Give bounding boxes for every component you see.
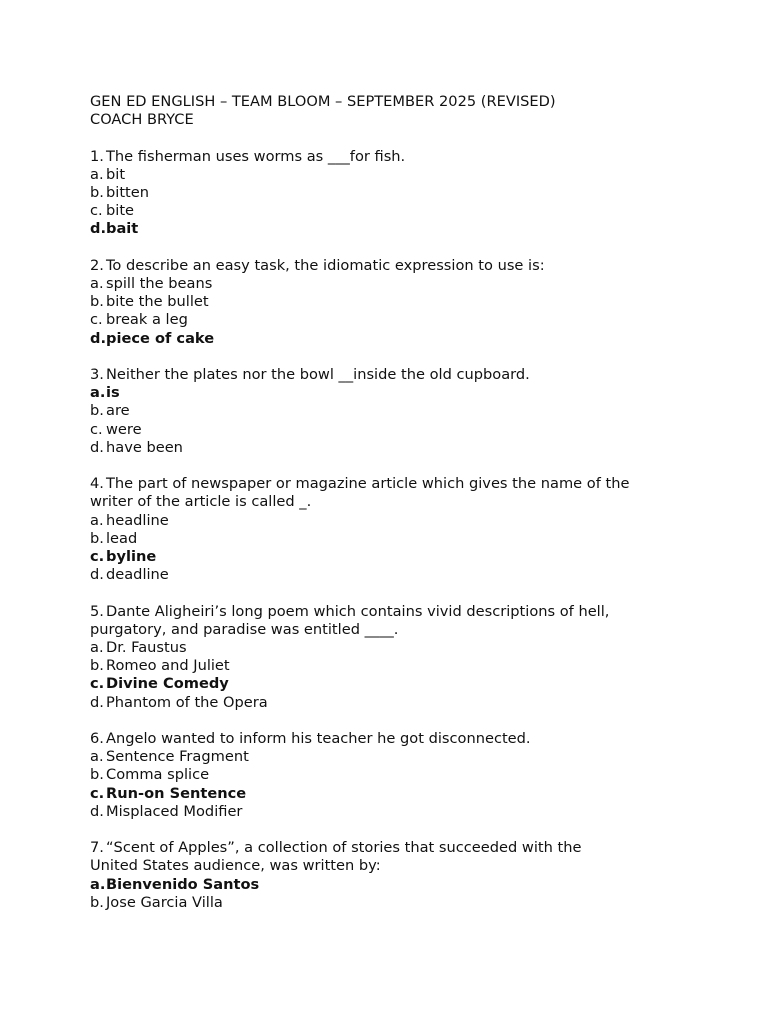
option-text: bitten	[106, 184, 149, 201]
option-b	[90, 894, 690, 912]
option-letter: b.	[90, 893, 104, 911]
question-2	[90, 257, 690, 348]
question-text: To describe an easy task, the idiomatic expression to use is:	[106, 256, 545, 274]
question-text: Dante Aligheiri’s long poem which contains vivid descriptions of hell,	[106, 602, 610, 620]
option-text: headline	[106, 511, 169, 529]
question-text-continued: United States audience, was written by:	[90, 857, 381, 875]
option-d-correct-answer	[90, 330, 690, 348]
question-3	[90, 366, 690, 457]
question-text: Angelo wanted to inform his teacher he got disconnected.	[106, 730, 531, 748]
option-a	[90, 748, 690, 766]
question-stem	[90, 366, 690, 384]
option-text: bite	[106, 202, 135, 220]
option-letter: a.	[90, 748, 104, 766]
coach-name: COACH BRYCE	[90, 111, 194, 129]
option-letter: a.	[90, 165, 104, 183]
option-letter: b.	[90, 529, 104, 547]
question-text: The part of newspaper or magazine article which gives the name of the	[106, 475, 630, 493]
option-letter: c.	[90, 675, 105, 693]
question-number: 7.	[90, 839, 104, 857]
question-text: The fisherman uses worms as ___for fish.	[106, 147, 406, 165]
question-stem	[90, 475, 690, 493]
option-text: Bienvenido Santos	[106, 875, 260, 893]
option-a	[90, 639, 690, 657]
option-d	[90, 803, 690, 821]
option-b	[90, 293, 690, 311]
option-text: byline	[106, 548, 157, 566]
option-letter: c.	[90, 548, 105, 566]
option-d	[90, 566, 690, 584]
option-a	[90, 512, 690, 530]
option-text: bite the bullet	[106, 293, 209, 311]
question-stem	[90, 148, 690, 166]
option-text: bit	[106, 165, 126, 183]
option-text: Dr. Faustus	[106, 639, 187, 657]
option-c	[90, 202, 690, 220]
question-text: “Scent of Apples”, a collection of stories that succeeded with the	[106, 839, 582, 857]
option-letter: c.	[90, 420, 103, 438]
question-1	[90, 148, 690, 239]
spacer	[90, 129, 690, 147]
option-b	[90, 402, 690, 420]
question-4	[90, 475, 690, 584]
option-text: bait	[106, 220, 139, 238]
question-number: 3.	[90, 366, 104, 383]
option-c-correct-answer	[90, 548, 690, 566]
question-5	[90, 603, 690, 712]
question-7	[90, 839, 690, 912]
option-letter: d.	[90, 802, 104, 820]
option-text: break a leg	[106, 311, 188, 329]
question-stem	[90, 730, 690, 748]
option-letter: b.	[90, 293, 104, 311]
option-letter: a.	[90, 384, 106, 402]
option-text: piece of cake	[106, 329, 215, 347]
question-number: 2.	[90, 256, 104, 274]
option-letter: c.	[90, 202, 103, 220]
option-letter: d.	[90, 566, 104, 584]
option-text: were	[106, 420, 142, 438]
option-text: Run-on Sentence	[106, 784, 247, 802]
option-letter: d.	[90, 329, 106, 347]
option-letter: a.	[90, 875, 106, 893]
question-stem	[90, 257, 690, 275]
option-a	[90, 275, 690, 293]
option-letter: b.	[90, 766, 104, 784]
option-letter: a.	[90, 639, 104, 657]
option-text: is	[106, 384, 120, 402]
option-c-correct-answer	[90, 675, 690, 693]
question-stem	[90, 603, 690, 621]
option-text: spill the beans	[106, 275, 213, 292]
option-b	[90, 184, 690, 202]
option-letter: b.	[90, 184, 104, 201]
option-d	[90, 694, 690, 712]
option-text: lead	[106, 529, 138, 547]
option-letter: d.	[90, 220, 106, 238]
question-number: 6.	[90, 730, 104, 748]
option-c	[90, 421, 690, 439]
question-stem	[90, 839, 690, 857]
option-text: have been	[106, 438, 183, 456]
option-text: Romeo and Juliet	[106, 657, 230, 675]
document-title: GEN ED ENGLISH – TEAM BLOOM – SEPTEMBER 2025 (REVISED)	[90, 93, 556, 110]
option-letter: c.	[90, 784, 105, 802]
option-letter: a.	[90, 275, 104, 292]
question-number: 1.	[90, 147, 104, 165]
question-text-continued: purgatory, and paradise was entitled ____.	[90, 620, 399, 638]
option-d	[90, 439, 690, 457]
question-text-continued: writer of the article is called _.	[90, 493, 312, 511]
option-b	[90, 766, 690, 784]
option-letter: b.	[90, 402, 104, 420]
option-b	[90, 530, 690, 548]
option-letter: d.	[90, 693, 104, 711]
option-c-correct-answer	[90, 785, 690, 803]
question-number: 5.	[90, 602, 104, 620]
option-letter: d.	[90, 438, 104, 456]
option-letter: a.	[90, 511, 104, 529]
question-text: Neither the plates nor the bowl __inside the old cupboard.	[106, 366, 530, 383]
option-a-correct-answer	[90, 876, 690, 894]
option-a	[90, 166, 690, 184]
option-c	[90, 311, 690, 329]
option-text: Sentence Fragment	[106, 748, 249, 766]
option-text: Jose Garcia Villa	[106, 893, 223, 911]
question-number: 4.	[90, 475, 104, 493]
option-text: Misplaced Modifier	[106, 802, 243, 820]
option-text: Divine Comedy	[106, 675, 229, 693]
document-page	[90, 93, 690, 930]
question-6	[90, 730, 690, 821]
option-letter: c.	[90, 311, 103, 329]
option-text: deadline	[106, 566, 169, 584]
option-d-correct-answer	[90, 220, 690, 238]
option-b	[90, 657, 690, 675]
option-text: Comma splice	[106, 766, 210, 784]
option-letter: b.	[90, 657, 104, 675]
option-text: Phantom of the Opera	[106, 693, 268, 711]
option-a-correct-answer	[90, 384, 690, 402]
option-text: are	[106, 402, 130, 420]
